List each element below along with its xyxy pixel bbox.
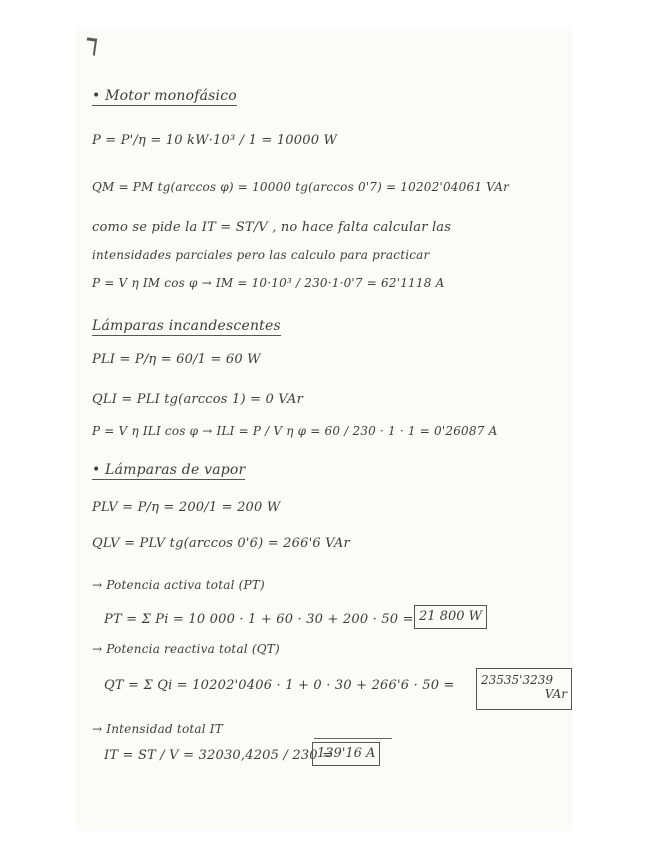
incandescent-reactive-formula: QLI = PLI tg(arccos 1) = 0 VAr (92, 392, 304, 407)
total-reactive-result-box (476, 668, 572, 710)
incandescent-power-formula: PLI = P/η = 60/1 = 60 W (92, 352, 261, 367)
motor-reactive-formula: QM = PM tg(arccos φ) = 10000 tg(arccos 0'7) = 10202'04061 VAr (92, 180, 510, 194)
total-current-formula: IT = ST / V = 32030,4205 / 230 = (104, 748, 334, 763)
motor-power-formula: P = P'/η = 10 kW·10³ / 1 = 10000 W (92, 133, 338, 148)
total-reactive-value: 23535'3239 (481, 673, 554, 687)
total-reactive-heading: → Potencia reactiva total (QT) (92, 642, 280, 656)
note-line-1: como se pide la IT = ST/V , no hace falta calcular las (92, 220, 452, 235)
total-reactive-formula: QT = Σ Qi = 10202'0406 · 1 + 0 · 30 + 266'6 · 50 = (104, 678, 455, 693)
incandescent-current-formula: P = V η ILI cos φ → ILI = P / V η φ = 60 / 230 · 1 · 1 = 0'26087 A (92, 424, 498, 438)
section-motor-heading: • Motor monofásico (92, 88, 237, 104)
result-rule (314, 738, 392, 739)
section-incandescent-heading: Lámparas incandescentes (92, 318, 281, 334)
vapor-reactive-formula: QLV = PLV tg(arccos 0'6) = 266'6 VAr (92, 536, 350, 551)
total-active-result-box: 21 800 W (414, 605, 487, 629)
section-vapor-heading: • Lámparas de vapor (92, 462, 246, 478)
note-line-2: intensidades parciales pero las calculo para practicar (92, 248, 430, 262)
motor-current-formula: P = V η IM cos φ → IM = 10·10³ / 230·1·0'7 = 62'1118 A (92, 276, 445, 290)
total-reactive-unit: VAr (544, 687, 567, 701)
total-current-result-box: 139'16 A (312, 742, 380, 766)
total-current-heading: → Intensidad total IT (92, 722, 223, 736)
total-active-formula: PT = Σ Pi = 10 000 · 1 + 60 · 30 + 200 · 50 = (104, 612, 414, 627)
total-active-heading: → Potencia activa total (PT) (92, 578, 265, 592)
vapor-power-formula: PLV = P/η = 200/1 = 200 W (92, 500, 281, 515)
